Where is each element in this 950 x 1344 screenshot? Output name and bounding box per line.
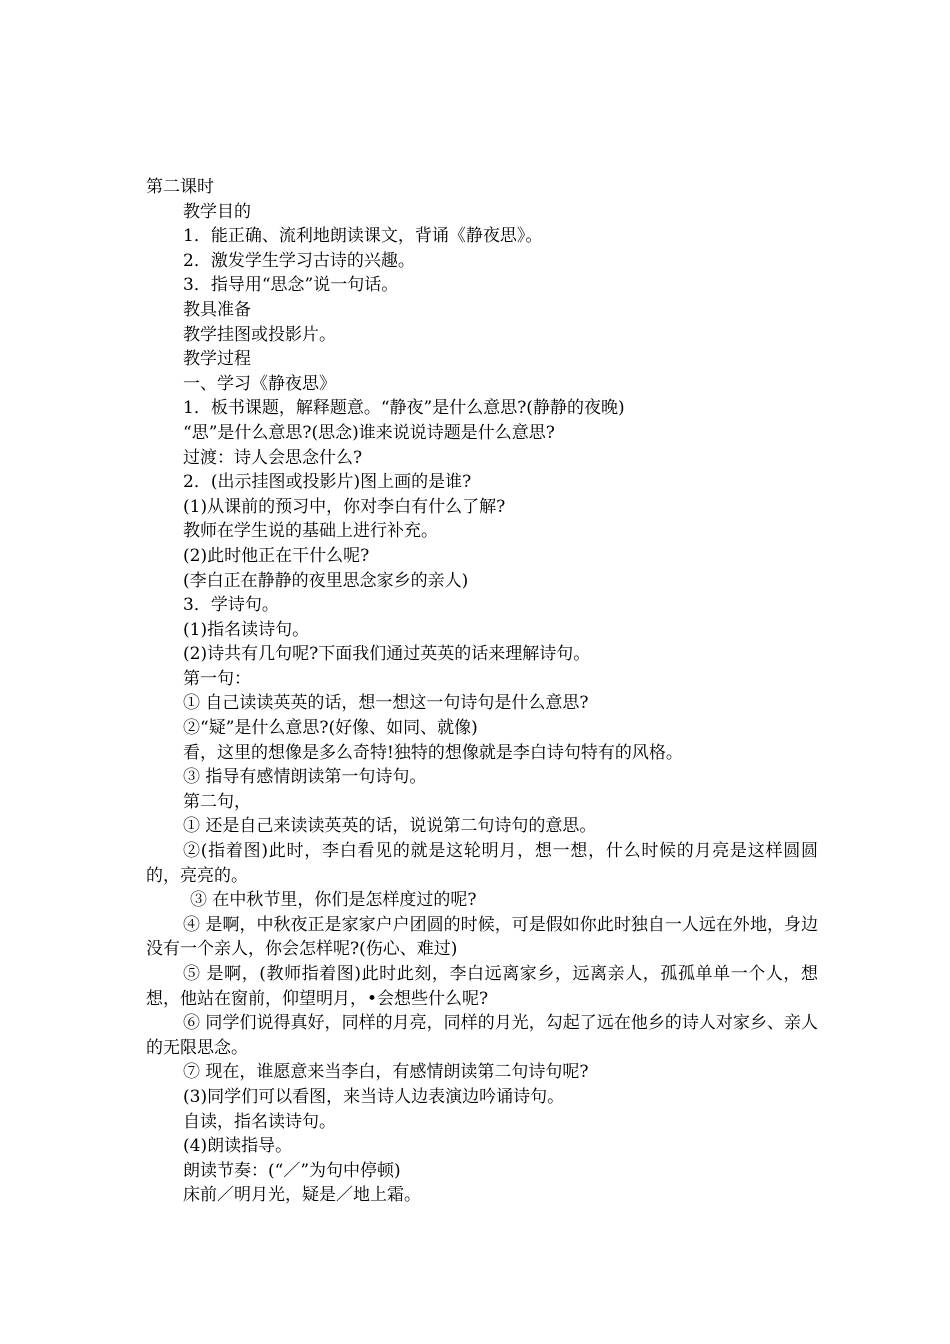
text-line: 教学挂图或投影片。 [183, 324, 336, 345]
text-line: 1．能正确、流利地朗读课文，背诵《静夜思》。 [183, 226, 543, 247]
text-line: 看，这里的想像是多么奇特!独特的想像就是李白诗句特有的风格。 [183, 742, 683, 763]
text-line: ③ 指导有感情朗读第一句诗句。 [183, 767, 427, 788]
lesson-title: 第二课时 [146, 177, 214, 197]
text-line: 1．板书课题，解释题意。“静夜”是什么意思?(静静的夜晚) [183, 398, 625, 419]
text-line: 朗读节奏：(“／”为句中停顿) [183, 1160, 401, 1181]
text-line: “思”是什么意思?(思念)谁来说说诗题是什么意思? [183, 422, 555, 443]
text-line: 2．(出示挂图或投影片)图上画的是谁? [183, 472, 472, 493]
text-line: 过渡：诗人会思念什么? [183, 447, 363, 468]
text-line: ②“疑”是什么意思?(好像、如同、就像) [183, 718, 478, 739]
text-line: ① 还是自己来读读英英的话，说说第二句诗句的意思。 [183, 816, 597, 837]
text-line: 第一句： [183, 668, 251, 689]
document-page [146, 175, 818, 1208]
text-line: (李白正在静静的夜里思念家乡的亲人) [183, 570, 469, 591]
text-line: (1)从课前的预习中，你对李白有什么了解? [183, 496, 506, 517]
text-line: 教师在学生说的基础上进行补充。 [183, 521, 438, 542]
text-line: ⑦ 现在，谁愿意来当李白，有感情朗读第二句诗句呢? [183, 1062, 589, 1083]
text-line: (4)朗读指导。 [183, 1136, 293, 1157]
text-line: ③ 在中秋节里，你们是怎样度过的呢? [190, 890, 477, 911]
text-line: 床前／明月光，疑是／地上霜。 [183, 1185, 421, 1206]
text-line: 2．激发学生学习古诗的兴趣。 [183, 250, 415, 271]
text-line: 自读，指名读诗句。 [183, 1111, 336, 1132]
text-line: ① 自己读读英英的话，想一想这一句诗句是什么意思? [183, 693, 589, 714]
text-line: 一、学习《静夜思》 [183, 373, 336, 394]
text-line: ②(指着图)此时，李白看见的就是这轮明月，想一想，什么时候的月亮是这样圆圆的，亮亮的。 [146, 841, 818, 886]
text-line: (2)诗共有几句呢?下面我们通过英英的话来理解诗句。 [183, 644, 591, 665]
text-line: 教具准备 [183, 299, 251, 320]
text-line: (1)指名读诗句。 [183, 619, 310, 640]
text-line: ⑥ 同学们说得真好，同样的月亮，同样的月光，勾起了远在他乡的诗人对家乡、亲人的无限思念。 [146, 1013, 818, 1058]
text-line: 第二句， [183, 791, 251, 812]
text-line: 教学目的 [183, 201, 251, 222]
text-line: (3)同学们可以看图，来当诗人边表演边吟诵诗句。 [183, 1086, 565, 1107]
text-line: 教学过程 [183, 349, 251, 370]
text-line: ④ 是啊，中秋夜正是家家户户团圆的时候，可是假如你此时独自一人远在外地，身边没有一个亲人，你会怎样呢?(伤心、难过) [146, 914, 818, 960]
text-line: 3．指导用“思念”说一句话。 [183, 275, 399, 296]
text-line: ⑤ 是啊，(教师指着图)此时此刻，李白远离家乡，远离亲人，孤孤单单一个人，想想，他站在窗前，仰望明月，•会想些什么呢? [146, 964, 818, 1009]
text-line: 3．学诗句。 [183, 595, 279, 616]
text-line: (2)此时他正在干什么呢? [183, 545, 370, 566]
